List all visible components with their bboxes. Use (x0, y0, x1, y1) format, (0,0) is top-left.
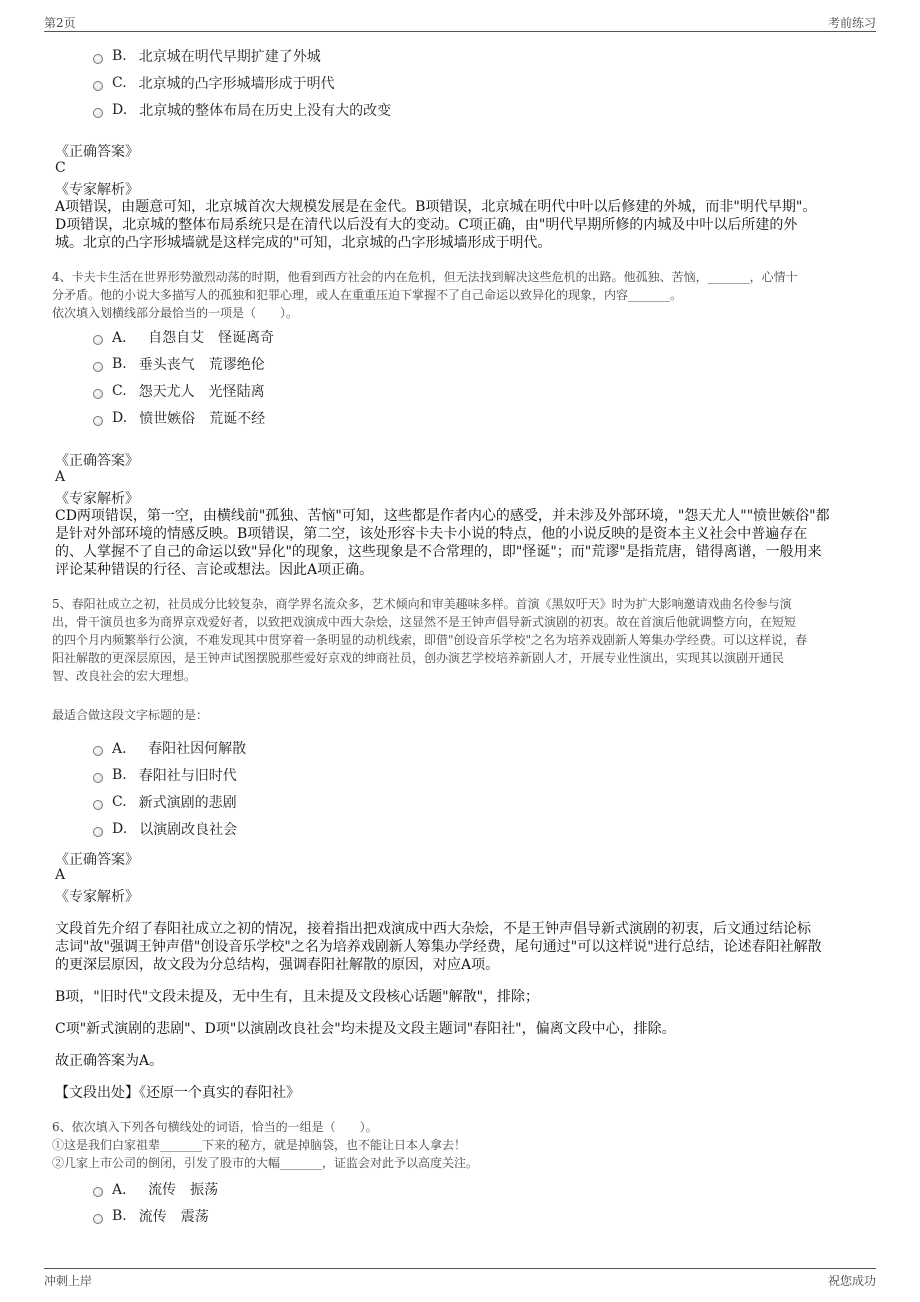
stem-line: 4、卡夫卡生活在世界形势激烈动荡的时期，他看到西方社会的内在危机，但无法找到解决这些危机的出路。他孤独、苦恼，_______，心情十 (52, 270, 798, 284)
stem-line: 6、依次填入下列各句横线处的词语，恰当的一组是（ ）。 (52, 1120, 378, 1134)
q5-analysis-label: 《专家解析》 (55, 889, 139, 905)
radio-icon[interactable] (93, 54, 103, 64)
q3-answer-label: 《正确答案》 (55, 144, 139, 160)
analysis-line: 的、人掌握不了自己的命运以致"异化"的现象，这些现象是不合常理的，即"怪诞"；而"荒谬"是指荒唐，错得离谱，一般用来 (55, 544, 822, 560)
stem-line: 依次填入划横线部分最恰当的一项是（ ）。 (52, 306, 299, 320)
q3-answer: C (55, 160, 66, 176)
option-letter: D. (112, 410, 128, 426)
q5-analysis-para3: C项"新式演剧的悲剧"、D项"以演剧改良社会"均未提及文段主题词"春阳社"，偏离文段中心，排除。 (55, 1021, 676, 1037)
option-text: 垂头丧气 荒谬绝伦 (138, 357, 265, 373)
option-text: 北京城的凸字形城墙形成于明代 (138, 76, 335, 92)
q4-option-a[interactable] (93, 327, 274, 347)
q5-stem (52, 595, 870, 685)
option-letter: A． (112, 1182, 137, 1198)
q6-stem (52, 1118, 870, 1172)
stem-line: ②几家上市公司的倒闭，引发了股市的大幅_______，证监会对此予以高度关注。 (52, 1156, 479, 1170)
page-number: 第2页 (44, 16, 76, 30)
header-title: 考前练习 (827, 16, 876, 30)
option-text: 新式演剧的悲剧 (138, 795, 237, 811)
q5-analysis-para4: 故正确答案为A。 (55, 1053, 164, 1069)
option-letter: B. (112, 48, 127, 64)
option-letter: D. (112, 102, 128, 118)
option-text: 自怨自艾 怪诞离奇 (148, 330, 275, 346)
option-text: 以演剧改良社会 (139, 822, 238, 838)
radio-icon[interactable] (93, 416, 103, 426)
analysis-line: 志词"故"强调王钟声借"创设音乐学校"之名为培养戏剧新人筹集办学经费，尾句通过"可以这样说"进行总结，论述春阳社解散 (55, 939, 822, 955)
option-letter: B. (112, 1208, 127, 1224)
option-text: 流传 震荡 (138, 1209, 209, 1225)
q5-prompt: 最适合做这段文字标题的是： (52, 708, 209, 722)
stem-line: 5、春阳社成立之初，社员成分比较复杂，商学界名流众多，艺术倾向和审美趣味多样。首演《黑奴吁天》时为扩大影响邀请戏曲名伶参与演 (52, 597, 792, 611)
q5-answer: A (55, 867, 66, 883)
stem-line: 出，骨干演员也多为商界京戏爱好者，以致把戏演成中西大杂烩，这显然不是王钟声倡导新式演剧的初衷。故在首演后他就调整方向，在短短 (52, 615, 797, 629)
q5-option-d[interactable] (93, 819, 237, 839)
q3-analysis (55, 198, 867, 252)
stem-line: 阳社解散的更深层原因，是王钟声试图摆脱那些爱好京戏的绅商社员，创办演艺学校培养新剧人才，开展专业性演出，实现其以演剧开通民 (52, 651, 785, 665)
option-letter: C. (112, 794, 127, 810)
option-text: 春阳社与旧时代 (138, 768, 237, 784)
option-text: 流传 振荡 (148, 1182, 219, 1198)
radio-icon[interactable] (93, 362, 103, 372)
option-letter: A． (112, 330, 137, 346)
option-letter: B. (112, 356, 127, 372)
q3-option-d[interactable] (93, 100, 391, 120)
analysis-line: 评论某种错误的行径、言论或想法。因此A项正确。 (55, 562, 374, 578)
q4-option-c[interactable] (93, 381, 265, 401)
analysis-line: CD两项错误，第一空，由横线前"孤独、苦恼"可知，这些都是作者内心的感受，并未涉及外部环境，"怨天尤人""愤世嫉俗"都 (55, 508, 830, 524)
q5-answer-label: 《正确答案》 (55, 852, 139, 868)
option-letter: D. (112, 821, 128, 837)
option-letter: C. (112, 75, 127, 91)
q6-option-a[interactable] (93, 1179, 218, 1199)
stem-line: 分矛盾。他的小说大多描写人的孤独和犯罪心理，或人在重重压迫下掌握不了自己命运以致异化的现象，内容_______。 (52, 288, 683, 302)
radio-icon[interactable] (93, 389, 103, 399)
q4-stem (52, 268, 870, 322)
analysis-line: D项错误，北京城的整体布局系统只是在清代以后没有大的变动。C项正确，由"明代早期所修的内城及中叶以后所建的外 (55, 217, 798, 233)
q4-option-b[interactable] (93, 354, 265, 374)
q3-analysis-label: 《专家解析》 (55, 182, 139, 198)
stem-line: 的四个月内频繁举行公演，不难发现其中贯穿着一条明显的动机线索，即借"创设音乐学校"之名为培养戏剧新人筹集办学经费。可以这样说，春 (52, 633, 808, 647)
radio-icon[interactable] (93, 108, 103, 118)
radio-icon[interactable] (93, 335, 103, 345)
q4-option-d[interactable] (93, 408, 265, 428)
option-text: 怨天尤人 光怪陆离 (138, 384, 265, 400)
radio-icon[interactable] (93, 800, 103, 810)
footer-left-text: 冲刺上岸 (44, 1274, 93, 1288)
option-text: 春阳社因何解散 (148, 741, 247, 757)
page-footer (44, 1272, 876, 1289)
q4-answer-label: 《正确答案》 (55, 453, 139, 469)
page-header (44, 14, 876, 31)
option-letter: C. (112, 383, 127, 399)
q5-option-c[interactable] (93, 792, 237, 812)
radio-icon[interactable] (93, 81, 103, 91)
radio-icon[interactable] (93, 1187, 103, 1197)
radio-icon[interactable] (93, 827, 103, 837)
q4-answer: A (55, 469, 66, 485)
q3-option-b[interactable] (93, 46, 321, 66)
header-divider (44, 31, 876, 32)
analysis-line: 的更深层原因，故文段为分总结构，强调春阳社解散的原因，对应A项。 (55, 957, 500, 973)
footer-divider (44, 1268, 876, 1269)
option-text: 北京城的整体布局在历史上没有大的改变 (139, 103, 392, 119)
analysis-line: 文段首先介绍了春阳社成立之初的情况，接着指出把戏演成中西大杂烩，不是王钟声倡导新式演剧的初衷，后文通过结论标 (55, 921, 811, 937)
q6-option-b[interactable] (93, 1206, 209, 1226)
option-letter: B. (112, 767, 127, 783)
footer-right-text: 祝您成功 (827, 1274, 876, 1288)
option-text: 愤世嫉俗 荒诞不经 (139, 411, 266, 427)
radio-icon[interactable] (93, 1214, 103, 1224)
source-title: 《还原一个真实的春阳社》 (139, 1085, 300, 1101)
radio-icon[interactable] (93, 773, 103, 783)
q4-analysis (55, 507, 867, 579)
q5-analysis-para2: B项，"旧时代"文段未提及，无中生有，且未提及文段核心话题"解散"，排除； (55, 989, 540, 1005)
option-text: 北京城在明代早期扩建了外城 (138, 49, 321, 65)
q4-analysis-label: 《专家解析》 (55, 491, 139, 507)
analysis-line: 是针对外部环境的情感反映。B项错误，第二空，该处形容卡夫卡小说的特点，他的小说反映的是资本主义社会中普遍存在 (55, 526, 808, 542)
radio-icon[interactable] (93, 746, 103, 756)
q5-source (55, 1084, 867, 1102)
q5-option-a[interactable] (93, 738, 246, 758)
q5-analysis-para1 (55, 920, 867, 974)
option-letter: A． (112, 741, 137, 757)
q3-option-c[interactable] (93, 73, 335, 93)
q5-option-b[interactable] (93, 765, 237, 785)
analysis-line: 城。北京的凸字形城墙就是这样完成的"可知，北京城的凸字形城墙形成于明代。 (55, 235, 552, 251)
source-label: 【文段出处】 (55, 1085, 139, 1101)
stem-line: 智、改良社会的宏大理想。 (52, 669, 197, 683)
stem-line: ①这是我们白家祖辈_______下来的秘方，就是掉脑袋，也不能让日本人拿去！ (52, 1138, 467, 1152)
analysis-line: A项错误，由题意可知，北京城首次大规模发展是在金代。B项错误，北京城在明代中叶以后修建的外城，而非"明代早期"。 (55, 199, 817, 215)
